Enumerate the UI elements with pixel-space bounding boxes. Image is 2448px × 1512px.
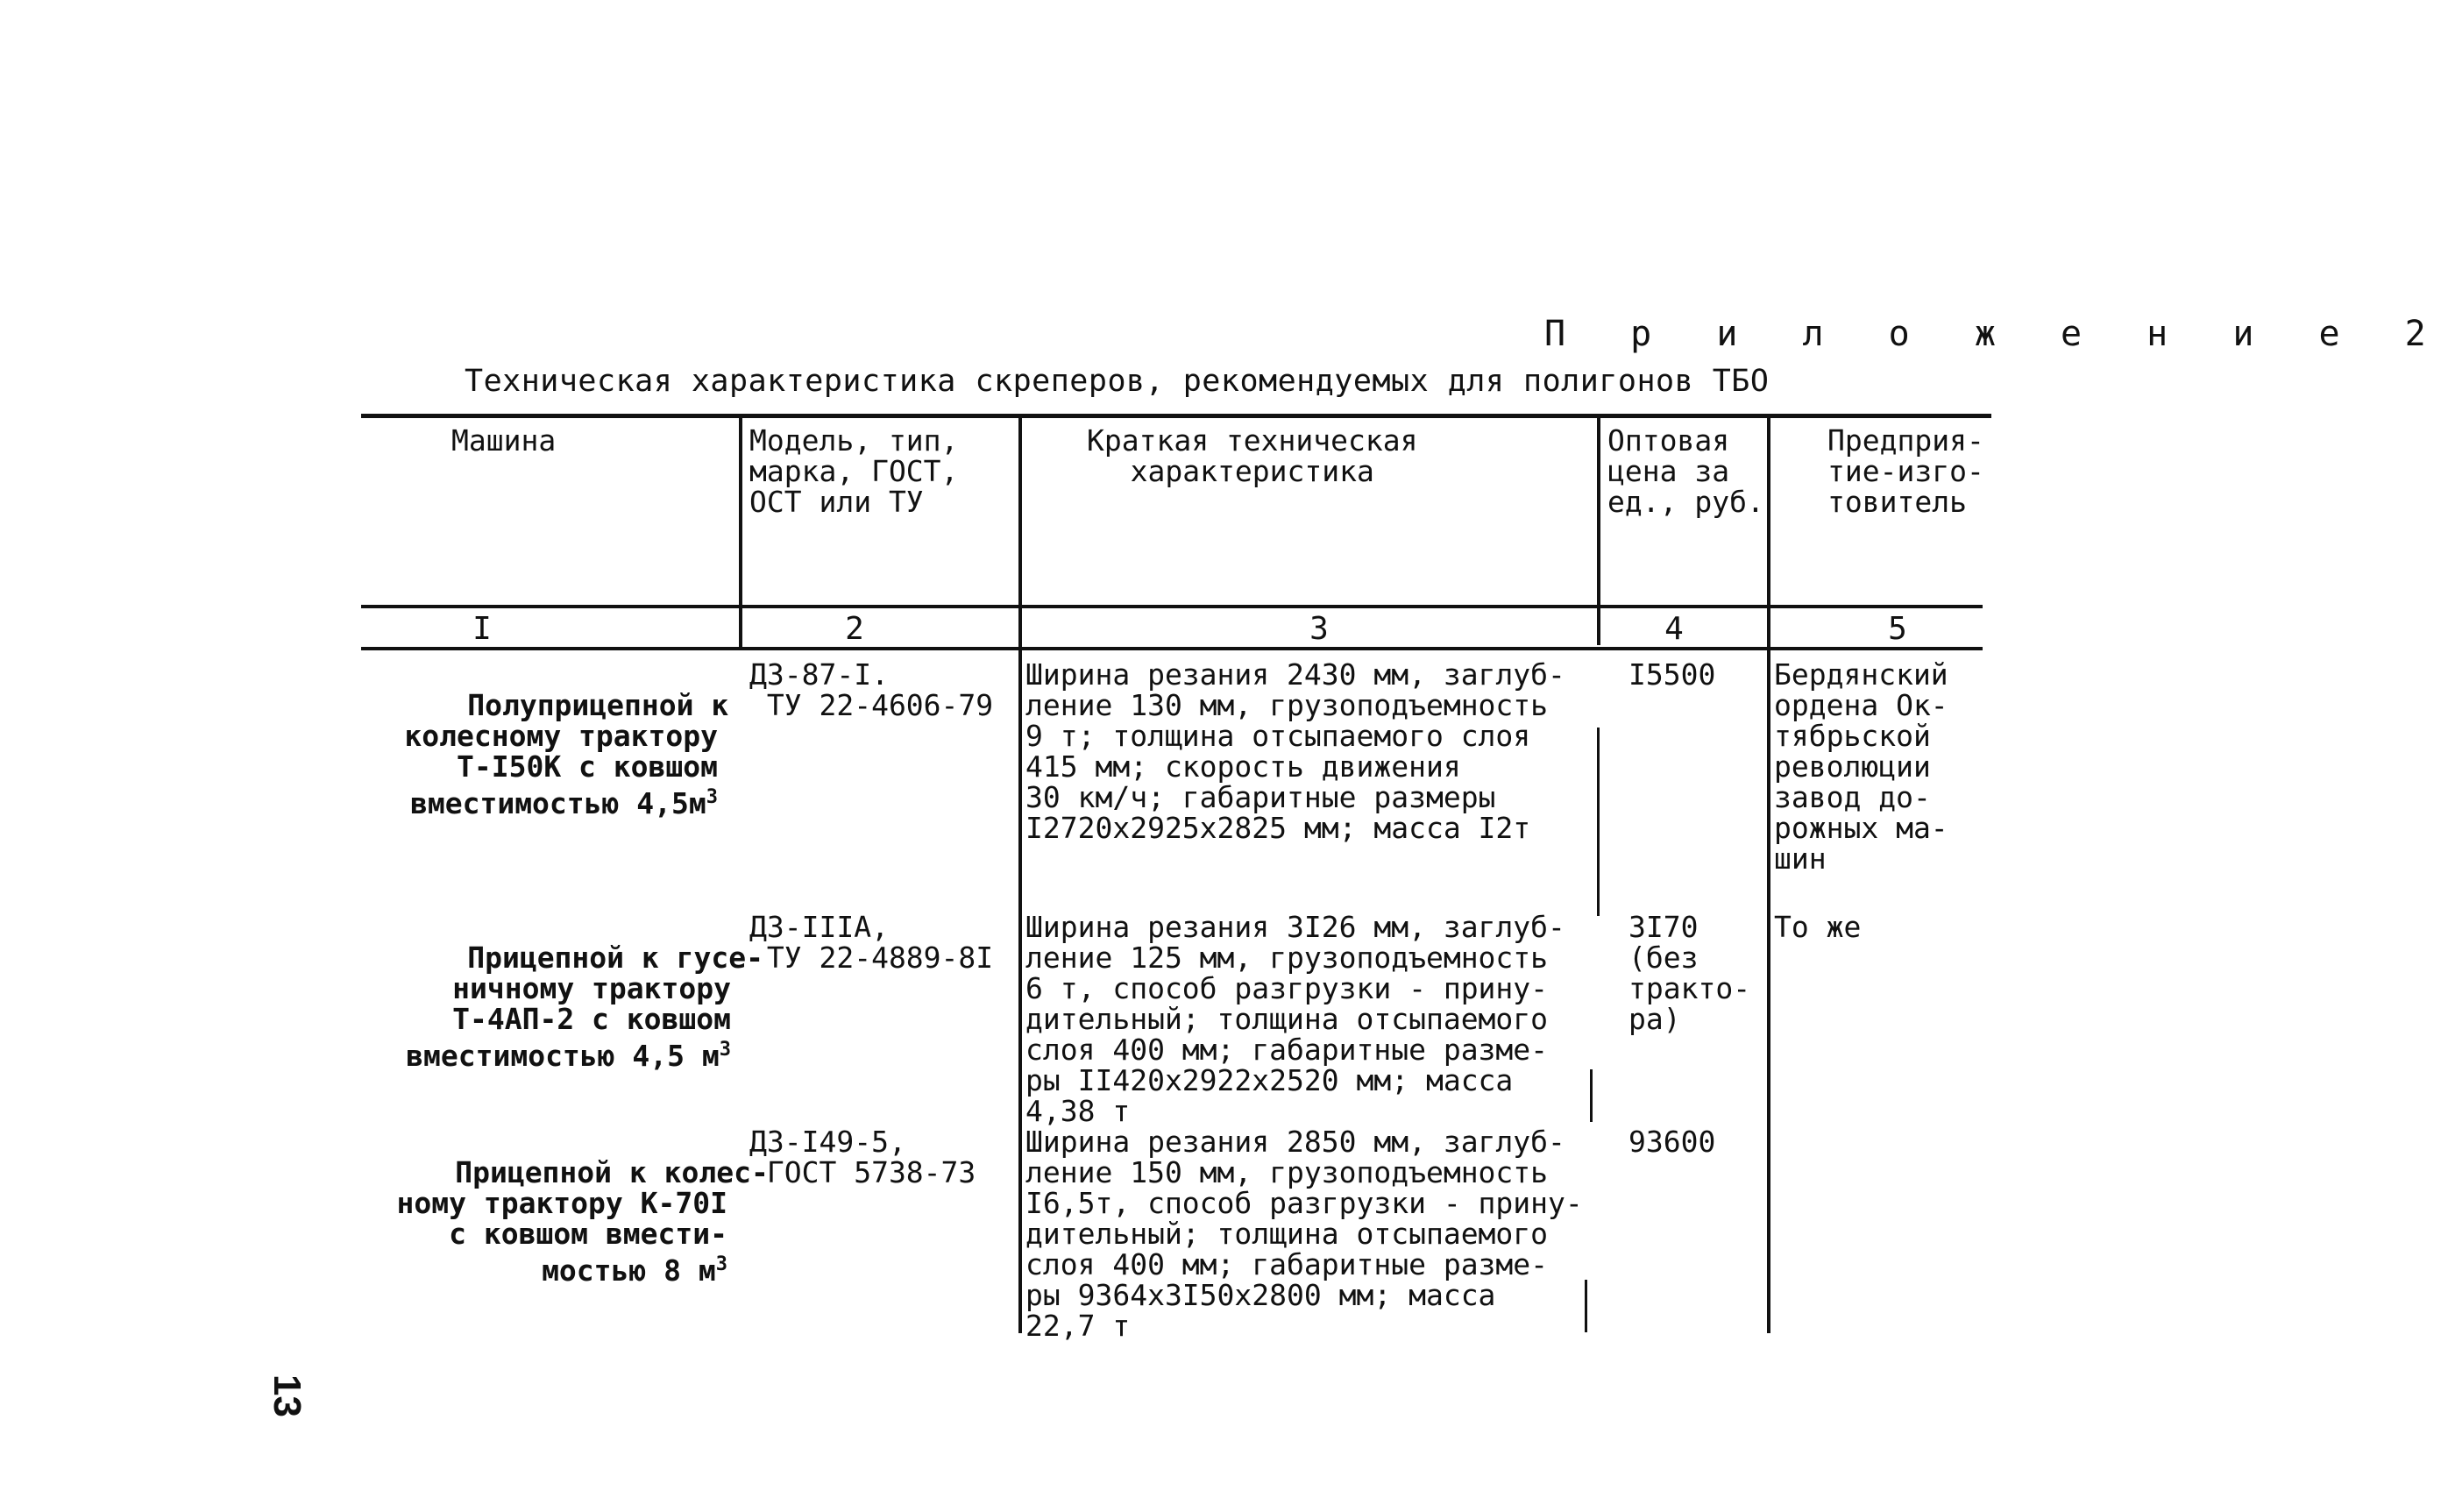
col-number-1: I: [472, 611, 492, 647]
col-divider-4: [1767, 417, 1770, 1333]
row2-machine-text: Прицепной к гусе- ничному трактору Т-4АП-2 с ковшом вместимостью 4,5 м: [406, 941, 763, 1073]
col-number-5: 5: [1888, 611, 1907, 647]
header-bottom-rule: [361, 605, 1983, 608]
page-number: 13: [266, 1374, 309, 1417]
row1-machine-text: Полуприцепной к колесному трактору Т-I50К с ковшом вместимостью 4,5м: [404, 688, 729, 820]
header-machine: Машина: [451, 423, 557, 458]
col-number-4: 4: [1664, 611, 1684, 647]
header-manufacturer: Предприя- тие-изго- товитель: [1827, 423, 1984, 519]
row1-specs: Ширина резания 2430 мм, заглуб- ление 130 мм, грузоподъемность 9 т; толщина отсыпаемого слоя 415 мм; скорость движения 30 км/ч; габаритные размеры I2720х2925х2825 мм; масса I2т: [1025, 657, 1565, 845]
row2-specs: Ширина резания 3I26 мм, заглуб- ление 125 мм, грузоподъемность 6 т, способ разгрузки - прину- дительный; толщина отсыпаемого слоя 400 мм; габаритные разме- ры II420х2922х2520 мм; масса 4,38 т: [1025, 910, 1565, 1128]
row2-machine: [363, 912, 763, 1102]
row3-machine: [351, 1126, 769, 1317]
col-number-2: 2: [845, 611, 864, 647]
appendix-label: П р и л о ж е н и е 2: [1544, 314, 2448, 354]
row2-model: ДЗ-IIIА, ТУ 22-4889-8I: [749, 910, 994, 975]
col-divider-3b: [1597, 728, 1600, 916]
header-specs: Краткая техническая характеристика: [1087, 423, 1418, 488]
row3-model: ДЗ-I49-5, ГОСТ 5738-73: [749, 1125, 976, 1189]
header-model: Модель, тип, марка, ГОСТ, ОСТ или ТУ: [749, 423, 959, 519]
row1-price: I5500: [1628, 657, 1716, 692]
row1-machine-sup: 3: [706, 786, 718, 808]
row2-machine-sup: 3: [719, 1039, 731, 1061]
row2-manufacturer: То же: [1774, 910, 1862, 944]
table-top-rule: [361, 414, 1991, 418]
col-divider-2: [1018, 417, 1022, 1333]
document-title: Техническая характеристика скреперов, рекомендуемых для полигонов ТБО: [465, 364, 1770, 399]
col-divider-3c: [1590, 1069, 1593, 1122]
row3-machine-text: Прицепной к колес- ному трактору К-70I с ковшом вмести- мостью 8 м: [396, 1155, 769, 1288]
row3-specs: Ширина резания 2850 мм, заглуб- ление 150 мм, грузоподъемность I6,5т, способ разгрузки - прину- дительный; толщина отсыпаемого слоя 400 мм; габаритные разме- ры 9364х3I50х2800 мм; масса 22,7 т: [1025, 1125, 1583, 1343]
number-row-bottom-rule: [361, 647, 1983, 650]
col-divider-1: [739, 417, 742, 650]
col-divider-3: [1597, 417, 1600, 645]
col-divider-3d: [1585, 1280, 1587, 1332]
col-number-3: 3: [1309, 611, 1329, 647]
row1-manufacturer: Бердянский ордена Ок- тябрьской революции завод до- рожных ма- шин: [1774, 657, 1948, 876]
row3-price: 93600: [1628, 1125, 1716, 1159]
row2-price: 3I70 (без тракто- ра): [1628, 910, 1751, 1036]
row1-machine: [363, 659, 729, 849]
row3-machine-sup: 3: [715, 1253, 727, 1275]
row1-model: ДЗ-87-I. ТУ 22-4606-79: [749, 657, 994, 722]
header-price: Оптовая цена за ед., руб.: [1607, 423, 1764, 519]
